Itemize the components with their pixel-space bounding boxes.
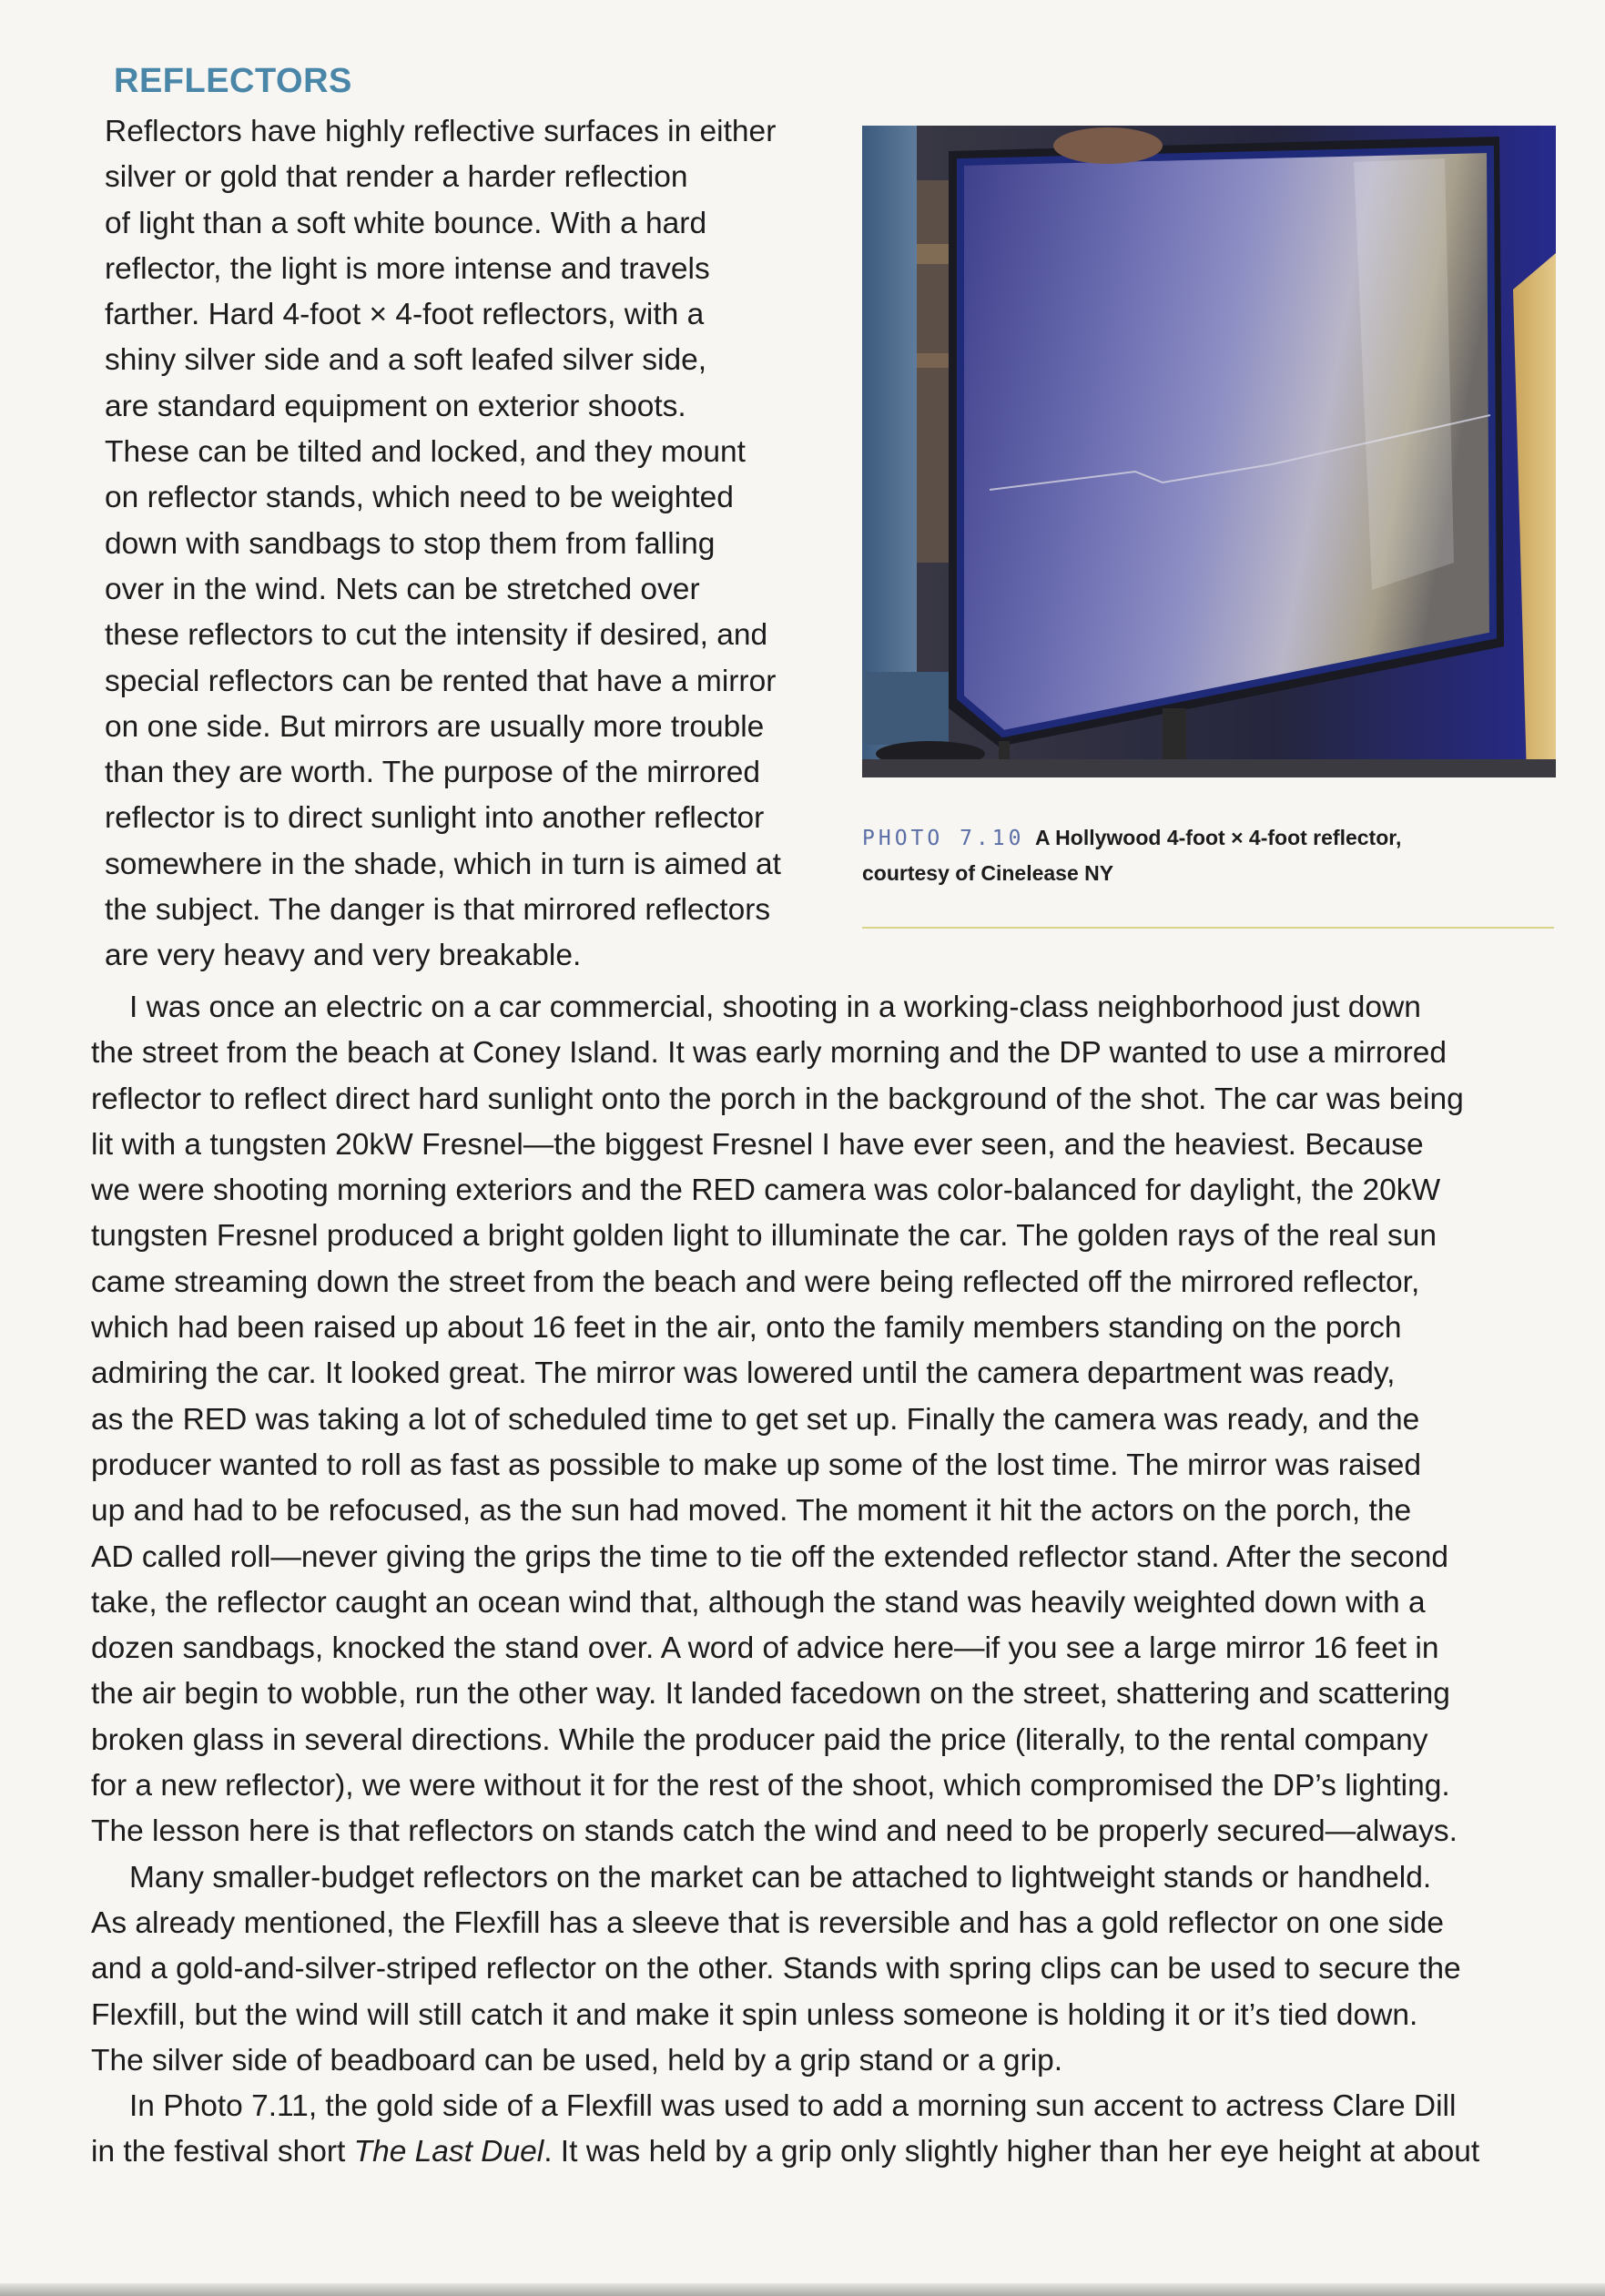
text-segment: in the festival short	[91, 2135, 354, 2169]
text-line: are standard equipment on exterior shoots.	[105, 389, 686, 423]
text-line: the air begin to wobble, run the other way. It landed facedown on the street, shattering and scattering	[91, 1677, 1450, 1712]
caption-text-2: courtesy of Cinelease NY	[862, 861, 1114, 885]
reflector-photo	[862, 126, 1556, 777]
text-line: we were shooting morning exteriors and the RED camera was color-balanced for daylight, the 20kW	[91, 1173, 1441, 1208]
text-line: than they are worth. The purpose of the mirrored	[105, 756, 761, 790]
caption-text: A Hollywood 4-foot × 4-foot reflector,	[1035, 826, 1402, 849]
text-line: the street from the beach at Coney Island. It was early morning and the DP wanted to use a mirrored	[91, 1036, 1448, 1071]
text-line: The silver side of beadboard can be used, held by a grip stand or a grip.	[91, 2043, 1063, 2078]
text-line: of light than a soft white bounce. With a hard	[105, 206, 707, 240]
text-line: dozen sandbags, knocked the stand over. A word of advice here—if you see a large mirror 16 feet in	[91, 1631, 1439, 1666]
text-line: over in the wind. Nets can be stretched over	[105, 572, 700, 606]
text-line: reflector to reflect direct hard sunlight onto the porch in the background of the shot. The car was being	[91, 1082, 1464, 1116]
photo-caption	[862, 820, 1563, 890]
text-line: the subject. The danger is that mirrored reflectors	[105, 893, 771, 928]
text-line: down with sandbags to stop them from falling	[105, 526, 716, 561]
text-line: shiny silver side and a soft leafed silver side,	[105, 343, 707, 378]
body-text	[91, 985, 1557, 2176]
page-edge	[0, 2283, 1605, 2296]
text-line: farther. Hard 4-foot × 4-foot reflectors, with a	[105, 298, 705, 332]
text-line: silver or gold that render a harder reflection	[105, 160, 688, 195]
text-line: are very heavy and very breakable.	[105, 939, 582, 973]
text-line: producer wanted to roll as fast as possible to make up some of the lost time. The mirror was raised	[91, 1448, 1422, 1482]
text-line: lit with a tungsten 20kW Fresnel—the biggest Fresnel I have ever seen, and the heaviest. Because	[91, 1127, 1424, 1162]
text-line: which had been raised up about 16 feet in the air, onto the family members standing on the porch	[91, 1311, 1402, 1346]
text-line: As already mentioned, the Flexfill has a sleeve that is reversible and has a gold reflector on one side	[91, 1905, 1445, 1940]
text-line: special reflectors can be rented that have a mirror	[105, 664, 777, 698]
text-line: reflector, the light is more intense and travels	[105, 251, 710, 286]
text-line: tungsten Fresnel produced a bright golden light to illuminate the car. The golden rays of the real sun	[91, 1219, 1437, 1254]
text-segment: . It was held by a grip only slightly higher than her eye height at about	[543, 2135, 1480, 2169]
text-line: Flexfill, but the wind will still catch it and make it spin unless someone is holding it or it’s tied down.	[91, 1997, 1418, 2032]
caption-divider	[862, 927, 1554, 929]
text-line: take, the reflector caught an ocean wind that, although the stand was heavily weighted down with a	[91, 1585, 1426, 1620]
text-line: these reflectors to cut the intensity if desired, and	[105, 618, 768, 653]
text-line: for a new reflector), we were without it for the rest of the shoot, which compromised the DP’s lighting.	[91, 1769, 1450, 1803]
text-line: The lesson here is that reflectors on stands catch the wind and need to be properly secured—always.	[91, 1814, 1458, 1849]
text-line: AD called roll—never giving the grips the time to tie off the extended reflector stand. After the second	[91, 1539, 1448, 1574]
text-line: broken glass in several directions. While the producer paid the price (literally, to the rental company	[91, 1722, 1428, 1757]
text-line: admiring the car. It looked great. The mirror was lowered until the camera department was ready,	[91, 1356, 1396, 1391]
text-line: In Photo 7.11, the gold side of a Flexfill was used to add a morning sun accent to actress Clare Dill	[129, 2089, 1457, 2124]
caption-label: PHOTO 7.10	[862, 827, 1025, 850]
text-line	[91, 2129, 1557, 2175]
text-line: somewhere in the shade, which in turn is aimed at	[105, 847, 781, 881]
text-line: on reflector stands, which need to be weighted	[105, 481, 734, 515]
text-line: Many smaller-budget reflectors on the market can be attached to lightweight stands or handheld.	[129, 1860, 1432, 1895]
text-line: on one side. But mirrors are usually more trouble	[105, 709, 765, 744]
text-line: as the RED was taking a lot of scheduled time to get set up. Finally the camera was ready, and the	[91, 1402, 1420, 1437]
text-line: reflector is to direct sunlight into another reflector	[105, 801, 765, 836]
text-line: came streaming down the street from the beach and were being reflected off the mirrored reflector,	[91, 1265, 1420, 1299]
text-line: and a gold-and-silver-striped reflector on the other. Stands with spring clips can be used to secure the	[91, 1952, 1461, 1986]
column-paragraph	[105, 109, 833, 980]
text-line: I was once an electric on a car commercial, shooting in a working-class neighborhood just down	[129, 991, 1421, 1024]
text-line: Reflectors have highly reflective surfaces in either	[105, 115, 777, 148]
text-line: These can be tilted and locked, and they mount	[105, 435, 746, 470]
text-line: up and had to be refocused, as the sun had moved. The moment it hit the actors on the porch, the	[91, 1494, 1412, 1529]
section-heading: REFLECTORS	[114, 62, 352, 100]
film-title: The Last Duel	[353, 2135, 544, 2169]
